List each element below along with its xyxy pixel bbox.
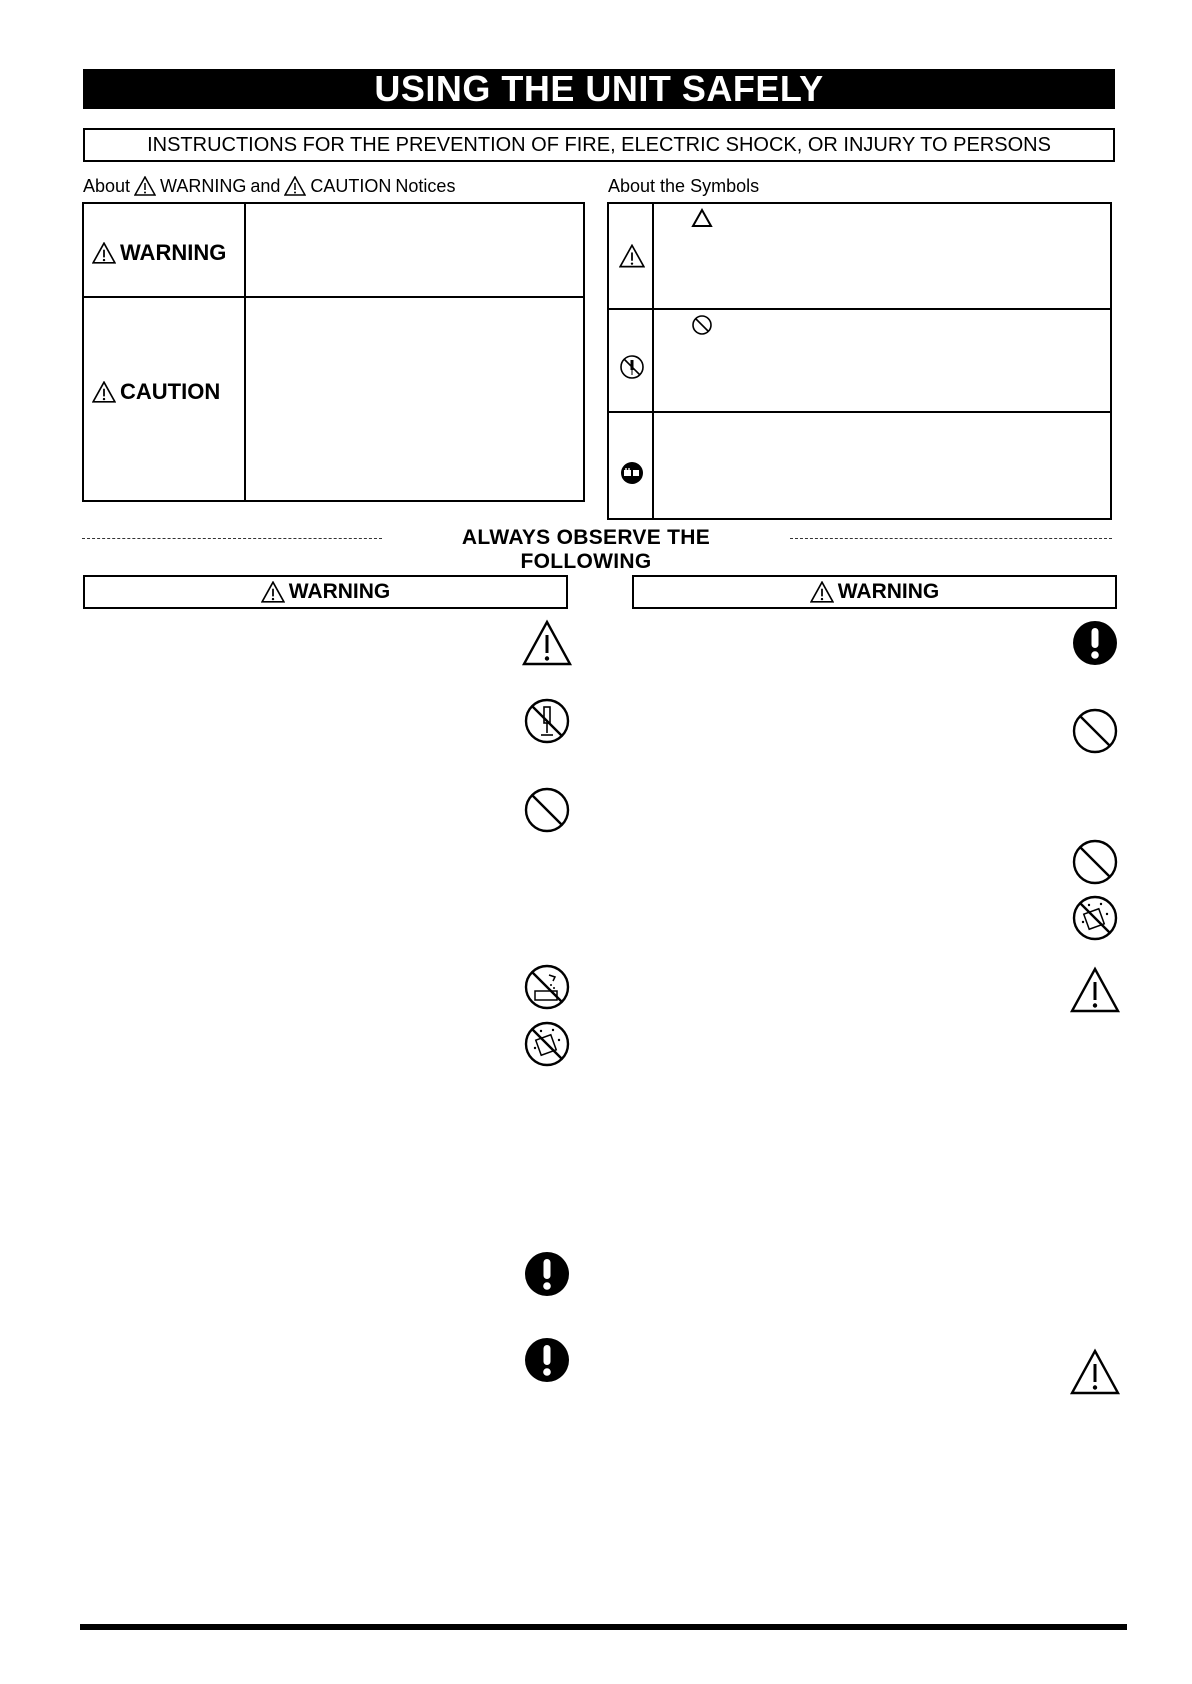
no-disassembly-icon	[619, 354, 645, 380]
left-warning-header-text: WARNING	[288, 580, 391, 603]
caution-row-text: CAUTION	[120, 379, 221, 404]
symbols-section-label: About the Symbols	[608, 176, 760, 196]
right-warning-header-text: WARNING	[837, 580, 940, 603]
caution-triangle-icon	[1069, 1348, 1121, 1396]
no-disassembly-icon	[523, 697, 571, 745]
warning-triangle-icon	[810, 581, 834, 603]
symbols-table	[607, 202, 1112, 520]
alert-triangle-icon	[619, 244, 645, 268]
small-prohibition-icon	[691, 314, 713, 336]
warning-row-text: WARNING	[120, 240, 227, 265]
unplug-icon	[619, 460, 645, 486]
instructions-subtitle: INSTRUCTIONS FOR THE PREVENTION OF FIRE, ELECTRIC SHOCK, OR INJURY TO PERSONS	[83, 128, 1115, 162]
notices-section-label	[83, 175, 455, 197]
table-divider-horizontal	[84, 296, 583, 298]
caution-triangle-icon	[521, 619, 573, 667]
caution-triangle-icon	[284, 176, 306, 196]
about-prefix: About	[83, 176, 131, 196]
mandatory-action-icon	[1071, 619, 1119, 667]
prohibited-icon	[1071, 838, 1119, 886]
table-divider-vertical	[244, 204, 246, 500]
observe-heading: ALWAYS OBSERVE THE FOLLOWING	[461, 526, 711, 573]
notices-word: Notices	[395, 176, 456, 196]
mandatory-action-icon	[523, 1336, 571, 1384]
left-warning-header	[83, 575, 568, 609]
prohibited-icon	[1071, 707, 1119, 755]
caution-triangle-icon	[92, 381, 116, 403]
right-warning-header	[632, 575, 1117, 609]
caution-row-label	[92, 379, 220, 405]
warning-triangle-icon	[92, 242, 116, 264]
prohibited-icon	[523, 786, 571, 834]
warning-row-label	[92, 240, 226, 266]
table-divider-horizontal	[609, 411, 1110, 413]
footer-rule	[80, 1624, 1127, 1630]
caution-word: CAUTION	[310, 176, 392, 196]
warning-triangle-icon	[261, 581, 285, 603]
observe-dash-left	[82, 538, 382, 539]
no-water-icon	[523, 963, 571, 1011]
no-liquid-icon	[1071, 894, 1119, 942]
and-word: and	[250, 176, 281, 196]
caution-triangle-icon	[1069, 966, 1121, 1014]
warning-word: WARNING	[160, 176, 247, 196]
small-triangle-icon	[691, 208, 713, 228]
no-liquid-icon	[523, 1020, 571, 1068]
warning-triangle-icon	[134, 176, 156, 196]
notices-table	[82, 202, 585, 502]
mandatory-action-icon	[523, 1250, 571, 1298]
observe-dash-right	[790, 538, 1112, 539]
page-title: USING THE UNIT SAFELY	[83, 69, 1115, 109]
table-divider-vertical	[652, 204, 654, 518]
table-divider-horizontal	[609, 308, 1110, 310]
